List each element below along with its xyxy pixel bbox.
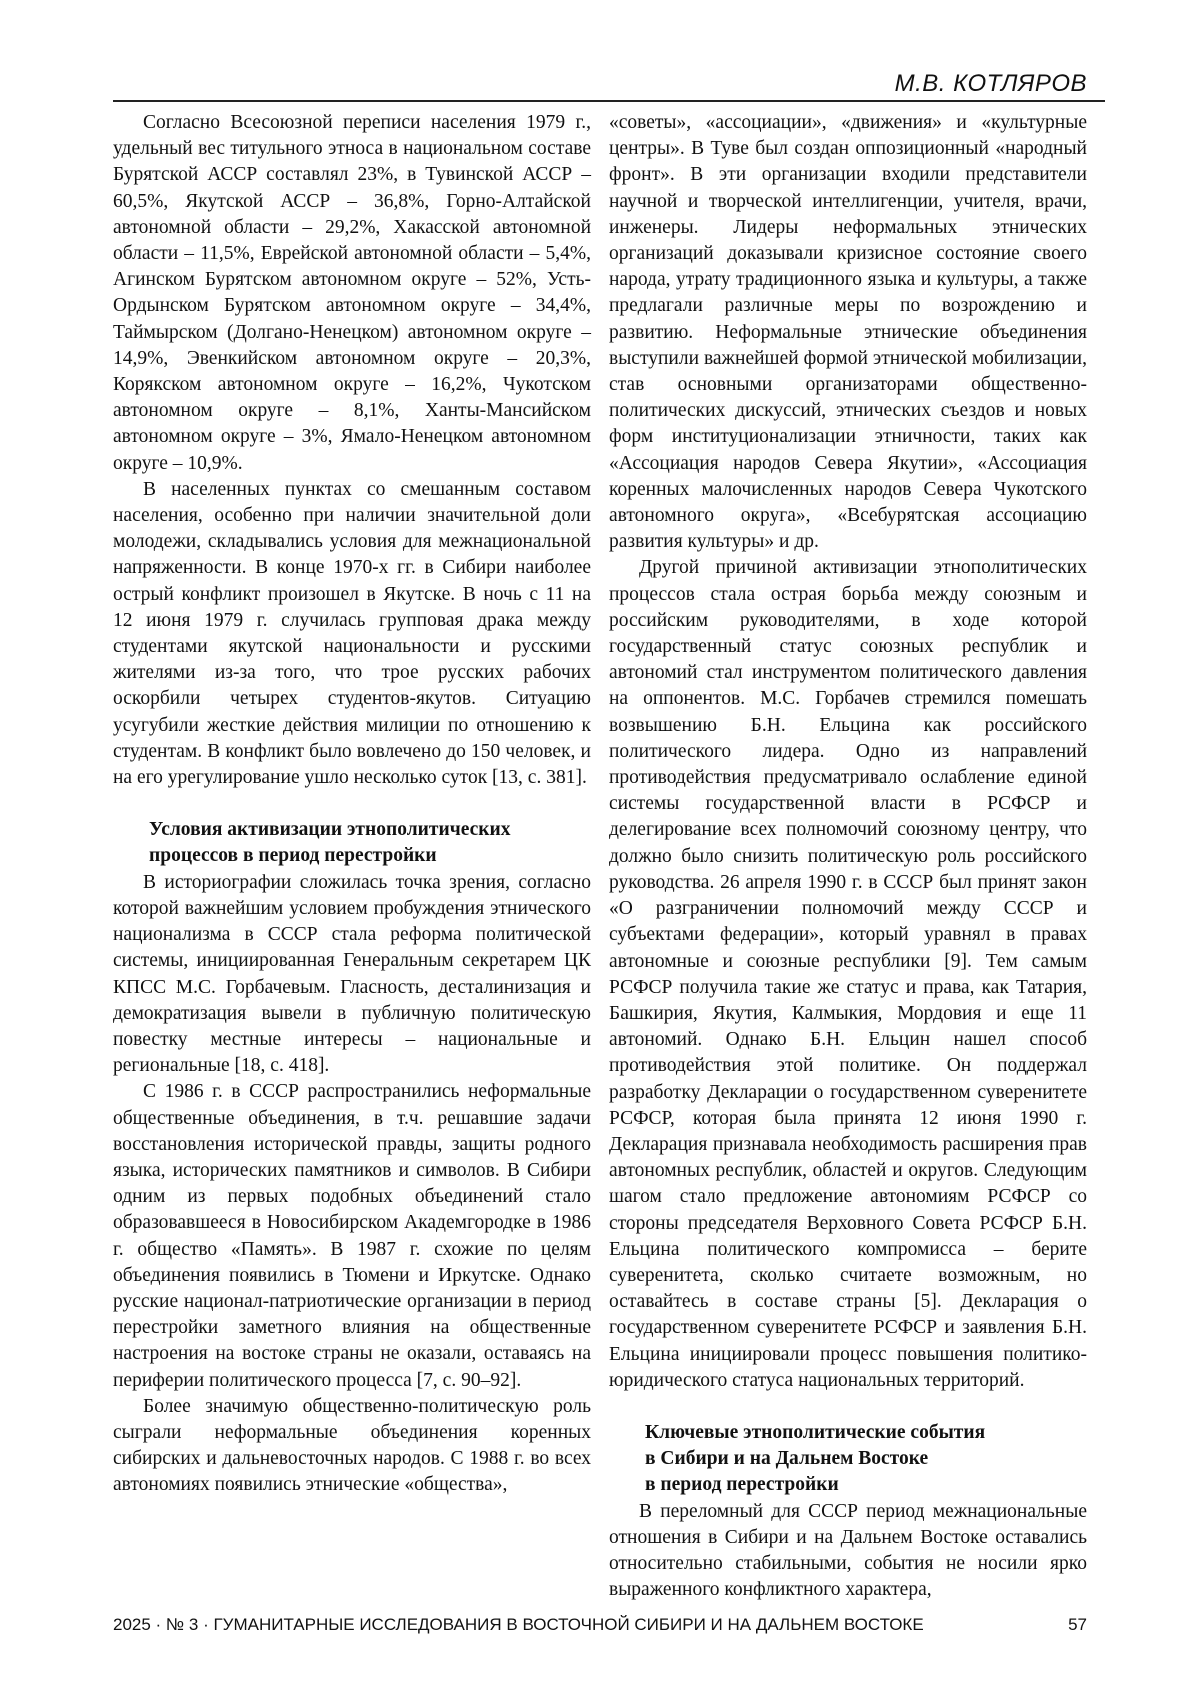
section-heading-line: процессов в период перестройки xyxy=(149,845,437,867)
right-column xyxy=(609,110,1087,1603)
page-number: 57 xyxy=(1068,1615,1087,1634)
paragraph: Согласно Всесоюзной переписи населения 1979 г., удельный вес титульного этноса в национальном составе Бурятской АССР составлял 23%, в Тувинской АССР – 60,5%, Якутской АССР – 36,8%, Горно-Алтайской автономной области – 29,2%, Хакасской автономной области – 11,5%, Еврейской автономной области – 5,4%, Агинском Бурятском автономном округе – 52%, Усть-Ордынском Бурятском автономном округе – 34,4%, Таймырском (Долгано-Ненецком) автономном округе – 14,9%, Эвенкийском автономном округе – 20,3%, Корякском автономном округе – 16,2%, Чукотском автономном округе – 8,1%, Ханты-Мансийском автономном округе – 3%, Ямало-Ненецком автономном округе – 10,9%. xyxy=(113,112,591,474)
journal-title: 2025 · № 3 · ГУМАНИТАРНЫЕ ИССЛЕДОВАНИЯ В ВОСТОЧНОЙ СИБИРИ И НА ДАЛЬНЕМ ВОСТОКЕ xyxy=(113,1615,924,1634)
section-heading-line: в Сибири и на Дальнем Востоке xyxy=(645,1448,929,1470)
paragraph: С 1986 г. в СССР распространились неформальные общественные объединения, в т.ч. решавшие задачи восстановления исторической правды, защиты родного языка, исторических памятников и символов. В Сибири одним из первых подобных объединений стало образовавшееся в Новосибирском Академгородке в 1986 г. общество «Память». В 1987 г. схожие по целям объединения появились в Тюмени и Иркутске. Однако русские национал-патриотические организации в период перестройки заметного влияния на общественные настроения на востоке страны не оказали, оставаясь на периферии политического процесса [7, с. 90–92]. xyxy=(113,1081,591,1391)
section-gap xyxy=(113,791,591,817)
section-heading xyxy=(113,817,591,869)
section-heading-line: Ключевые этнополитические события xyxy=(645,1421,986,1443)
paragraph: Более значимую общественно-политическую роль сыграли неформальные объединения коренных сибирских и дальневосточных народов. С 1988 г. во всех автономиях появились этнические «общества», xyxy=(113,1395,591,1496)
header-rule xyxy=(113,100,1105,102)
left-column xyxy=(113,110,591,1499)
paragraph: В переломный для СССР период межнациональные отношения в Сибири и на Дальнем Востоке оставались относительно стабильными, события не носили ярко выраженного конфликтного характера, xyxy=(609,1500,1087,1601)
section-heading-line: в период перестройки xyxy=(645,1474,839,1496)
paragraph: «советы», «ассоциации», «движения» и «культурные центры». В Туве был создан оппозиционный «народный фронт». В эти организации входили представители научной и творческой интеллигенции, учителя, врачи, инженеры. Лидеры неформальных этнических организаций доказывали кризисное состояние своего народа, утрату традиционного языка и культуры, а также предлагали различные меры по возрождению и развитию. Неформальные этнические объединения выступили важнейшей формой этнической мобилизации, став основными организаторами общественно-политических дискуссий, этнических съездов и новых форм институционализации этничности, таких как «Ассоциация народов Севера Якутии», «Ассоциация коренных малочисленных народов Севера Чукотского автономного округа», «Всебурятская ассоциацию развития культуры» и др. xyxy=(609,112,1087,553)
page-footer xyxy=(113,1615,1087,1635)
paragraph: В населенных пунктах со смешанным составом населения, особенно при наличии значительной доли молодежи, складывались условия для межнациональной напряженности. В конце 1970-х гг. в Сибири наиболее острый конфликт произошел в Якутске. В ночь с 11 на 12 июня 1979 г. случилась групповая драка между студентами якутской национальности и русскими жителями из-за того, что трое русских рабочих оскорбили четырех студентов-якутов. Ситуацию усугубили жесткие действия милиции по отношению к студентам. В конфликт было вовлечено до 150 человек, и на его урегулирование ушло несколько суток [13, с. 381]. xyxy=(113,478,591,789)
section-heading-line: Условия активизации этнополитических xyxy=(149,819,511,841)
section-heading xyxy=(609,1420,1087,1499)
paragraph: В историографии сложилась точка зрения, согласно которой важнейшим условием пробуждения этнического национализма в СССР стала реформа политической системы, инициированная Генеральным секретарем ЦК КПСС М.С. Горбачевым. Гласность, десталинизация и демократизация вывели в публичную политическую повестку местные интересы – национальные и региональные [18, с. 418]. xyxy=(113,871,591,1077)
running-head-author: М.В. КОТЛЯРОВ xyxy=(894,70,1087,97)
section-gap xyxy=(609,1394,1087,1420)
paragraph: Другой причиной активизации этнополитических процессов стала острая борьба между союзным и российским руководителями, в ходе которой государственный статус союзных республик и автономий стал инструментом политического давления на оппонентов. М.С. Горбачев стремился помешать возвышению Б.Н. Ельцина как российского политического лидера. Одно из направлений противодействия предусматривало ослабление единой системы государственной власти в РСФСР и делегирование всех полномочий союзному центру, что должно было снизить политическую роль российского руководства. 26 апреля 1990 г. в СССР был принят закон «О разграничении полномочий между СССР и субъектами федерации», который уравнял в правах автономные и союзные республики [9]. Тем самым РСФСР получила такие же статус и права, как Татария, Башкирия, Якутия, Калмыкия, Мордовия и еще 11 автономий. Однако Б.Н. Ельцин нашел способ противодействия этой политике. Он поддержал разработку Декларации о государственном суверенитете РСФСР, которая была принята 12 июня 1990 г. Декларация признавала необходимость расширения прав автономных республик, областей и округов. Следующим шагом стало предложение автономиям РСФСР со стороны председателя Верховного Совета РСФСР Б.Н. Ельцина политического компромисса – берите суверенитета, сколько считаете возможным, но оставайтесь в составе страны [5]. Декларация о государственном суверенитете РСФСР и заявления Б.Н. Ельцина инициировали процесс повышения политико-юридического статуса национальных территорий. xyxy=(609,557,1087,1391)
